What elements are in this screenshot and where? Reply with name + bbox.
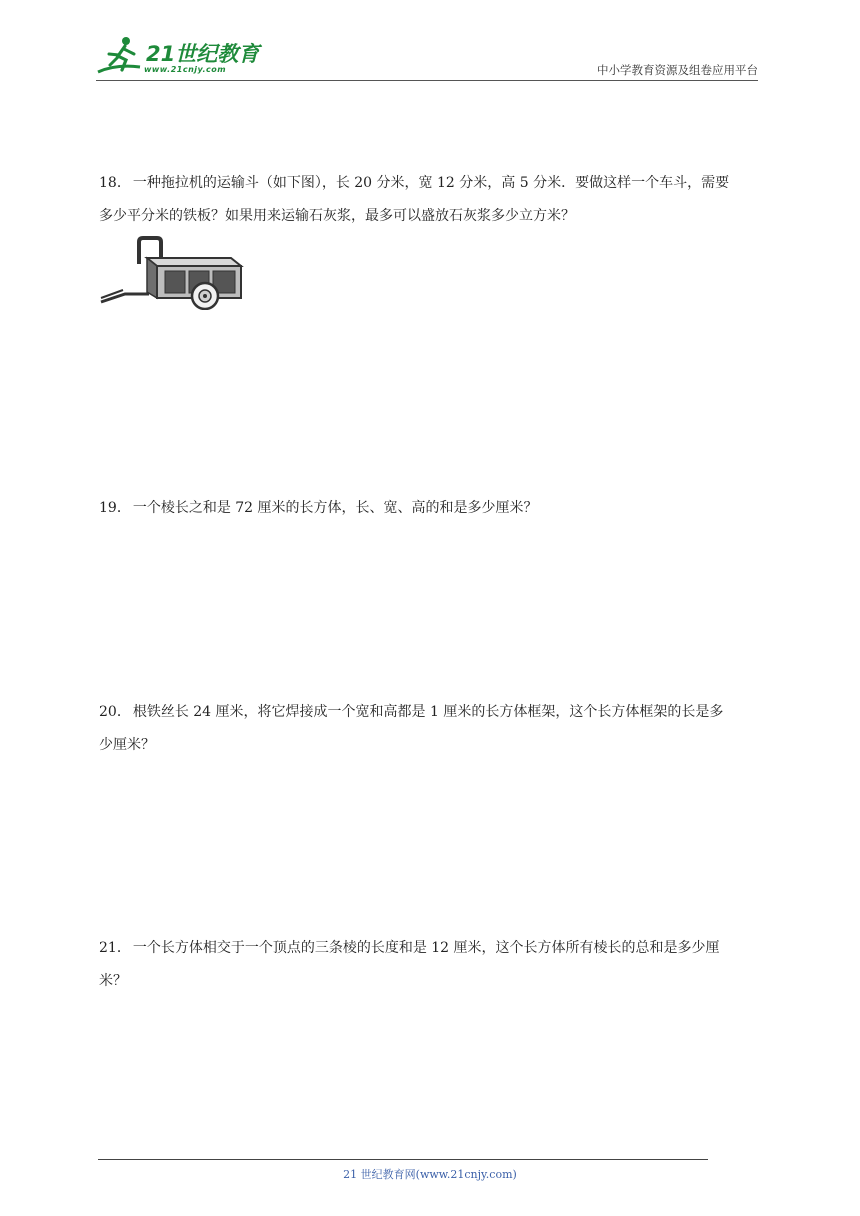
question-number: 19． <box>99 500 131 516</box>
question-21 <box>99 932 761 998</box>
question-18-line-1 <box>99 167 761 200</box>
page-header <box>96 34 758 80</box>
footer-divider <box>98 1159 708 1160</box>
question-text: 一种拖拉机的运输斗（如下图），长 20 分米，宽 12 分米，高 5 分米．要做这样一个车斗，需要 <box>132 175 730 191</box>
question-21-line-2: 米？ <box>99 973 127 989</box>
question-20-line-1 <box>99 696 761 729</box>
question-text: 一个棱长之和是 72 厘米的长方体，长、宽、高的和是多少厘米？ <box>132 500 538 516</box>
question-18-line-2: 多少平分米的铁板？如果用来运输石灰浆，最多可以盛放石灰浆多少立方米？ <box>99 208 575 224</box>
question-19-line-1 <box>99 492 761 525</box>
question-19 <box>99 492 761 525</box>
header-divider <box>96 80 758 81</box>
question-text: 一个长方体相交于一个顶点的三条棱的长度和是 12 厘米，这个长方体所有棱长的总和是多少厘 <box>132 940 720 956</box>
question-20 <box>99 696 761 762</box>
runner-logo-icon <box>96 34 146 80</box>
question-18 <box>99 167 761 233</box>
site-logo <box>96 34 266 80</box>
question-20-line-2: 少厘米？ <box>99 737 155 753</box>
footer-text: 21 世纪教育网(www.21cnjy.com) <box>343 1168 517 1181</box>
platform-name: 中小学教育资源及组卷应用平台 <box>597 63 758 77</box>
question-text: 根铁丝长 24 厘米，将它焊接成一个宽和高都是 1 厘米的长方体框架，这个长方体框架的长是多 <box>132 704 724 720</box>
tractor-trailer-illustration <box>99 236 259 310</box>
question-number: 18． <box>99 175 131 191</box>
question-number: 21． <box>99 940 131 956</box>
logo-url: www.21cnjy.com <box>144 65 227 74</box>
question-number: 20． <box>99 704 131 720</box>
logo-text: 21世纪教育 <box>146 42 260 66</box>
question-21-line-1 <box>99 932 761 965</box>
